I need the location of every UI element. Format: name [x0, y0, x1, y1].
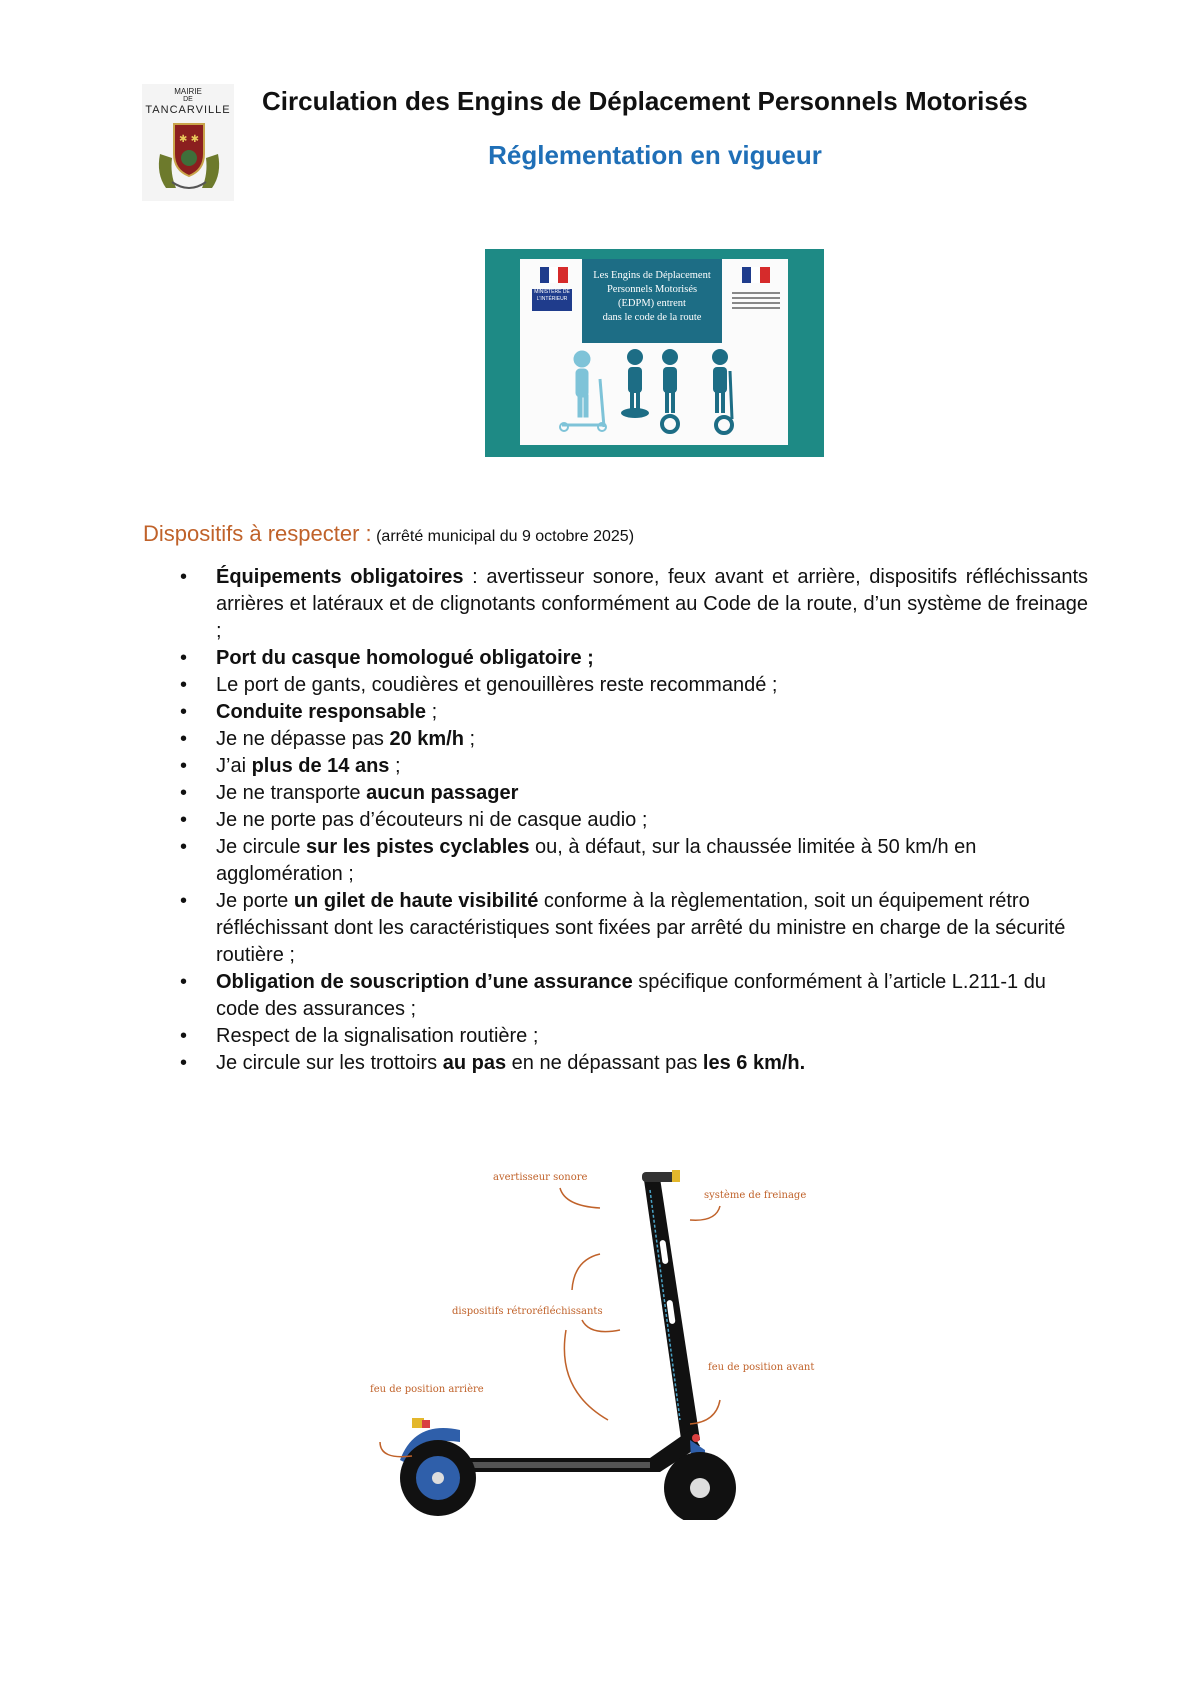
- section-heading-row: [143, 521, 634, 547]
- label-horn: avertisseur sonore: [493, 1172, 588, 1183]
- rule-text: ;: [389, 755, 401, 777]
- label-reflectors: dispositifs rétroréfléchissants: [452, 1306, 603, 1317]
- scooter-diagram: [360, 1150, 840, 1520]
- rule-bold: un gilet de haute visibilité: [293, 890, 539, 912]
- svg-text:✱ ✱: ✱ ✱: [179, 134, 199, 145]
- rule-text: en ne dépassant pas: [506, 1052, 703, 1074]
- list-item: [180, 753, 1088, 780]
- rule-text: : avertisseur sonore, feux avant et arrière, dispositifs réfléchissants arrières et latéraux et de clignotants conformément au Code de la route, d’un système de freinage ;: [216, 566, 1089, 642]
- poster-banner-line: (EDPM) entrent: [618, 298, 686, 309]
- rule-text: Je circule: [216, 836, 307, 858]
- label-brake: système de freinage: [704, 1190, 807, 1201]
- rule-bold: sur les pistes cyclables: [306, 836, 530, 858]
- list-item: [180, 888, 1088, 969]
- crest-emblem-icon: [142, 84, 234, 201]
- poster-banner-line: dans le code de la route: [602, 312, 702, 323]
- page-subtitle: Réglementation en vigueur: [488, 140, 822, 170]
- label-rear-light: feu de position arrière: [370, 1384, 484, 1395]
- section-heading: Dispositifs à respecter :: [143, 521, 372, 546]
- rule-bold: au pas: [442, 1052, 507, 1074]
- rule-text: ;: [426, 701, 438, 723]
- list-item: [180, 969, 1088, 1023]
- rule-text: ;: [463, 728, 476, 750]
- poster-banner-line: Les Engins de Déplacement: [593, 270, 711, 281]
- rule-text: Je ne porte pas d’écouteurs ni de casque audio ;: [216, 809, 648, 831]
- logo-line-town: TANCARVILLE: [145, 104, 231, 116]
- label-front-light: feu de position avant: [708, 1362, 815, 1373]
- rule-bold: 20 km/h: [389, 728, 464, 750]
- list-item: [180, 834, 1088, 888]
- rule-text: Je ne dépasse pas: [216, 728, 390, 750]
- list-item: [180, 564, 1088, 645]
- rule-bold: Obligation de souscription d’une assurance: [216, 971, 633, 993]
- rule-bold: aucun passager: [366, 782, 519, 804]
- list-item: [180, 699, 1088, 726]
- rule-text: Je circule sur les trottoirs: [216, 1052, 443, 1074]
- list-item: [180, 645, 1088, 672]
- rule-text: Je porte: [216, 890, 294, 912]
- logo-line-de: DE: [183, 96, 193, 103]
- town-crest-logo: [142, 84, 234, 201]
- rule-bold: Port du casque homologué obligatoire ;: [216, 647, 594, 669]
- rule-text: Je ne transporte: [216, 782, 367, 804]
- list-item: [180, 1023, 1088, 1050]
- rule-text: ou, à défaut, sur la chaussée limitée à 50 km/h en agglomération ;: [216, 836, 977, 885]
- list-item: [180, 672, 1088, 699]
- rule-text: spécifique conformément à l’article L.211-1 du code des assurances ;: [216, 971, 1046, 1020]
- rule-bold: les 6 km/h.: [702, 1052, 806, 1074]
- poster-panel: [520, 259, 788, 445]
- logo-line-mairie: MAIRIE: [174, 87, 202, 96]
- section-note: (arrêté municipal du 9 octobre 2025): [376, 528, 635, 545]
- page-title: Circulation des Engins de Déplacement Personnels Motorisés: [262, 86, 1028, 116]
- rule-text: Respect de la signalisation routière ;: [216, 1025, 539, 1047]
- edpm-poster-image: [485, 249, 824, 457]
- rules-list: [180, 564, 1088, 1077]
- list-item: [180, 780, 1088, 807]
- list-item: [180, 726, 1088, 753]
- ministry-label-left: MINISTÈRE DE L'INTÉRIEUR: [532, 289, 572, 311]
- rule-bold: Conduite responsable: [216, 701, 427, 723]
- poster-banner-line: Personnels Motorisés: [606, 284, 698, 295]
- list-item: [180, 807, 1088, 834]
- scooter-icon: [360, 1150, 840, 1520]
- rule-text: Le port de gants, coudières et genouillères reste recommandé ;: [216, 674, 778, 696]
- rule-text: conforme à la règlementation, soit un équipement rétro réfléchissant dont les caractéristiques sont fixées par arrêté du ministre en charge de la sécurité routière ;: [216, 890, 1066, 966]
- edpm-riders-illustration: [520, 259, 788, 445]
- rule-bold: Équipements obligatoires: [216, 566, 464, 588]
- rule-bold: plus de 14 ans: [251, 755, 390, 777]
- rule-text: J’ai: [216, 755, 252, 777]
- list-item: [180, 1050, 1088, 1077]
